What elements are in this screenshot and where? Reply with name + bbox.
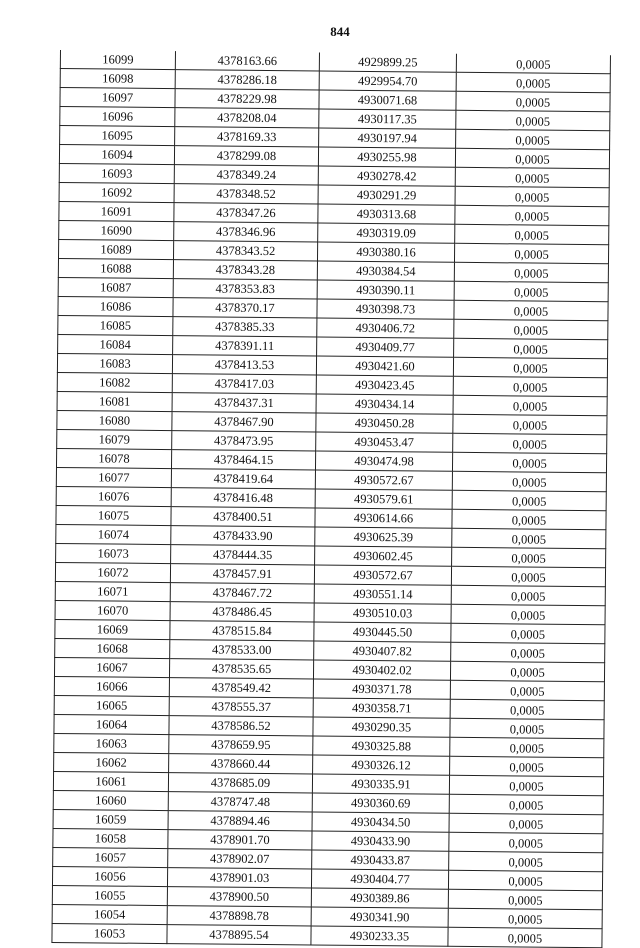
value-cell: 0,0005 (450, 737, 604, 757)
value-cell: 0,0005 (456, 72, 610, 92)
point-id-cell: 16097 (60, 88, 175, 108)
value-cell: 0,0005 (449, 775, 603, 795)
x-coordinate-cell: 4378347.26 (174, 203, 318, 223)
value-cell: 0,0005 (453, 414, 607, 434)
x-coordinate-cell: 4378413.53 (172, 355, 316, 375)
point-id-cell: 16093 (59, 163, 174, 183)
point-id-cell: 16088 (58, 258, 173, 278)
y-coordinate-cell: 4930551.14 (314, 584, 451, 604)
point-id-cell: 16078 (56, 448, 171, 468)
y-coordinate-cell: 4930197.94 (319, 128, 456, 148)
y-coordinate-cell: 4929899.25 (319, 52, 456, 72)
y-coordinate-cell: 4930474.98 (315, 451, 452, 471)
x-coordinate-cell: 4378343.52 (173, 241, 317, 261)
y-coordinate-cell: 4930407.82 (314, 641, 451, 661)
value-cell: 0,0005 (456, 91, 610, 111)
y-coordinate-cell: 4930453.47 (316, 432, 453, 452)
y-coordinate-cell: 4930341.90 (311, 907, 448, 927)
x-coordinate-cell: 4378586.52 (169, 716, 313, 736)
value-cell: 0,0005 (454, 300, 608, 320)
point-id-cell: 16058 (53, 828, 168, 848)
point-id-cell: 16080 (57, 410, 172, 430)
x-coordinate-cell: 4378901.70 (168, 830, 312, 850)
y-coordinate-cell: 4930380.16 (317, 242, 454, 262)
point-id-cell: 16061 (53, 771, 168, 791)
x-coordinate-cell: 4378902.07 (168, 849, 312, 869)
value-cell: 0,0005 (452, 528, 606, 548)
value-cell: 0,0005 (453, 433, 607, 453)
x-coordinate-cell: 4378400.51 (171, 507, 315, 527)
value-cell: 0,0005 (454, 338, 608, 358)
x-coordinate-cell: 4378444.35 (171, 545, 315, 565)
point-id-cell: 16092 (59, 182, 174, 202)
value-cell: 0,0005 (451, 642, 605, 662)
x-coordinate-cell: 4378169.33 (175, 127, 319, 147)
x-coordinate-cell: 4378419.64 (171, 469, 315, 489)
y-coordinate-cell: 4930358.71 (313, 698, 450, 718)
point-id-cell: 16068 (55, 638, 170, 658)
value-cell: 0,0005 (450, 756, 604, 776)
value-cell: 0,0005 (451, 566, 605, 586)
x-coordinate-cell: 4378208.04 (175, 108, 319, 128)
x-coordinate-cell: 4378467.72 (170, 583, 314, 603)
point-id-cell: 16065 (54, 695, 169, 715)
x-coordinate-cell: 4378533.00 (170, 640, 314, 660)
point-id-cell: 16057 (53, 847, 168, 867)
y-coordinate-cell: 4930510.03 (314, 603, 451, 623)
value-cell: 0,0005 (451, 604, 605, 624)
value-cell: 0,0005 (449, 813, 603, 833)
x-coordinate-cell: 4378555.37 (169, 697, 313, 717)
point-id-cell: 16064 (54, 714, 169, 734)
x-coordinate-cell: 4378549.42 (169, 678, 313, 698)
point-id-cell: 16099 (60, 50, 175, 70)
x-coordinate-cell: 4378900.50 (167, 887, 311, 907)
value-cell: 0,0005 (449, 851, 603, 871)
coordinates-table-body (52, 50, 611, 948)
x-coordinate-cell: 4378353.83 (173, 279, 317, 299)
value-cell: 0,0005 (450, 661, 604, 681)
y-coordinate-cell: 4930389.86 (311, 888, 448, 908)
y-coordinate-cell: 4930602.45 (315, 546, 452, 566)
point-id-cell: 16069 (55, 619, 170, 639)
x-coordinate-cell: 4378417.03 (172, 374, 316, 394)
value-cell: 0,0005 (456, 129, 610, 149)
x-coordinate-cell: 4378416.48 (171, 488, 315, 508)
point-id-cell: 16053 (52, 923, 167, 943)
value-cell: 0,0005 (452, 547, 606, 567)
point-id-cell: 16091 (59, 201, 174, 221)
x-coordinate-cell: 4378901.03 (167, 868, 311, 888)
value-cell: 0,0005 (454, 281, 608, 301)
value-cell: 0,0005 (452, 490, 606, 510)
point-id-cell: 16063 (54, 733, 169, 753)
value-cell: 0,0005 (454, 243, 608, 263)
x-coordinate-cell: 4378385.33 (173, 317, 317, 337)
x-coordinate-cell: 4378391.11 (173, 336, 317, 356)
y-coordinate-cell: 4930335.91 (312, 774, 449, 794)
point-id-cell: 16077 (56, 467, 171, 487)
value-cell: 0,0005 (448, 908, 602, 928)
x-coordinate-cell: 4378457.91 (170, 564, 314, 584)
point-id-cell: 16055 (52, 885, 167, 905)
x-coordinate-cell: 4378486.45 (170, 602, 314, 622)
x-coordinate-cell: 4378163.66 (175, 51, 319, 71)
y-coordinate-cell: 4930406.72 (317, 318, 454, 338)
value-cell: 0,0005 (449, 832, 603, 852)
value-cell: 0,0005 (455, 148, 609, 168)
y-coordinate-cell: 4930398.73 (317, 299, 454, 319)
point-id-cell: 16070 (55, 600, 170, 620)
page-number: 844 (330, 24, 350, 39)
value-cell: 0,0005 (453, 357, 607, 377)
point-id-cell: 16062 (54, 752, 169, 772)
y-coordinate-cell: 4930579.61 (315, 489, 452, 509)
y-coordinate-cell: 4930572.67 (315, 470, 452, 490)
value-cell: 0,0005 (450, 699, 604, 719)
point-id-cell: 16060 (53, 790, 168, 810)
value-cell: 0,0005 (456, 110, 610, 130)
point-id-cell: 16076 (56, 486, 171, 506)
point-id-cell: 16090 (59, 220, 174, 240)
x-coordinate-cell: 4378894.46 (168, 811, 312, 831)
value-cell: 0,0005 (451, 623, 605, 643)
x-coordinate-cell: 4378299.08 (174, 146, 318, 166)
point-id-cell: 16098 (60, 69, 175, 89)
x-coordinate-cell: 4378473.95 (172, 431, 316, 451)
point-id-cell: 16081 (57, 391, 172, 411)
x-coordinate-cell: 4378898.78 (167, 906, 311, 926)
x-coordinate-cell: 4378464.15 (171, 450, 315, 470)
y-coordinate-cell: 4930402.02 (313, 660, 450, 680)
x-coordinate-cell: 4378467.90 (172, 412, 316, 432)
point-id-cell: 16054 (52, 904, 167, 924)
y-coordinate-cell: 4930278.42 (318, 166, 455, 186)
point-id-cell: 16095 (60, 126, 175, 146)
value-cell: 0,0005 (455, 186, 609, 206)
value-cell: 0,0005 (453, 395, 607, 415)
y-coordinate-cell: 4930313.68 (318, 204, 455, 224)
x-coordinate-cell: 4378229.98 (175, 89, 319, 109)
x-coordinate-cell: 4378515.84 (170, 621, 314, 641)
y-coordinate-cell: 4930233.35 (311, 926, 448, 946)
point-id-cell: 16073 (56, 543, 171, 563)
value-cell: 0,0005 (454, 262, 608, 282)
y-coordinate-cell: 4930390.11 (317, 280, 454, 300)
y-coordinate-cell: 4930450.28 (316, 413, 453, 433)
value-cell: 0,0005 (455, 224, 609, 244)
x-coordinate-cell: 4378895.54 (167, 925, 311, 945)
y-coordinate-cell: 4930371.78 (313, 679, 450, 699)
x-coordinate-cell: 4378349.24 (174, 165, 318, 185)
x-coordinate-cell: 4378433.90 (171, 526, 315, 546)
value-cell: 0,0005 (450, 680, 604, 700)
value-cell: 0,0005 (451, 585, 605, 605)
point-id-cell: 16071 (55, 581, 170, 601)
y-coordinate-cell: 4930572.67 (314, 565, 451, 585)
x-coordinate-cell: 4378437.31 (172, 393, 316, 413)
x-coordinate-cell: 4378346.96 (174, 222, 318, 242)
y-coordinate-cell: 4930433.90 (312, 831, 449, 851)
point-id-cell: 16094 (59, 145, 174, 165)
y-coordinate-cell: 4930384.54 (317, 261, 454, 281)
x-coordinate-cell: 4378286.18 (175, 70, 319, 90)
y-coordinate-cell: 4929954.70 (319, 71, 456, 91)
point-id-cell: 16086 (58, 296, 173, 316)
point-id-cell: 16074 (56, 524, 171, 544)
x-coordinate-cell: 4378370.17 (173, 298, 317, 318)
value-cell: 0,0005 (449, 794, 603, 814)
y-coordinate-cell: 4930255.98 (318, 147, 455, 167)
value-cell: 0,0005 (448, 889, 602, 909)
value-cell: 0,0005 (453, 376, 607, 396)
point-id-cell: 16059 (53, 809, 168, 829)
point-id-cell: 16066 (54, 676, 169, 696)
x-coordinate-cell: 4378348.52 (174, 184, 318, 204)
y-coordinate-cell: 4930409.77 (317, 337, 454, 357)
point-id-cell: 16084 (58, 334, 173, 354)
y-coordinate-cell: 4930117.35 (319, 109, 456, 129)
y-coordinate-cell: 4930614.66 (315, 508, 452, 528)
y-coordinate-cell: 4930625.39 (315, 527, 452, 547)
x-coordinate-cell: 4378659.95 (169, 735, 313, 755)
point-id-cell: 16083 (57, 353, 172, 373)
y-coordinate-cell: 4930434.50 (312, 812, 449, 832)
y-coordinate-cell: 4930071.68 (319, 90, 456, 110)
x-coordinate-cell: 4378660.44 (169, 754, 313, 774)
value-cell: 0,0005 (456, 54, 610, 74)
y-coordinate-cell: 4930291.29 (318, 185, 455, 205)
y-coordinate-cell: 4930445.50 (314, 622, 451, 642)
x-coordinate-cell: 4378747.48 (168, 792, 312, 812)
y-coordinate-cell: 4930421.60 (316, 356, 453, 376)
point-id-cell: 16082 (57, 372, 172, 392)
point-id-cell: 16079 (57, 429, 172, 449)
y-coordinate-cell: 4930423.45 (316, 375, 453, 395)
y-coordinate-cell: 4930326.12 (313, 755, 450, 775)
y-coordinate-cell: 4930325.88 (313, 736, 450, 756)
point-id-cell: 16096 (60, 107, 175, 127)
value-cell: 0,0005 (452, 509, 606, 529)
point-id-cell: 16056 (52, 866, 167, 886)
value-cell: 0,0005 (450, 718, 604, 738)
value-cell: 0,0005 (448, 870, 602, 890)
point-id-cell: 16085 (58, 315, 173, 335)
y-coordinate-cell: 4930434.14 (316, 394, 453, 414)
y-coordinate-cell: 4930290.35 (313, 717, 450, 737)
point-id-cell: 16067 (54, 657, 169, 677)
value-cell: 0,0005 (455, 205, 609, 225)
point-id-cell: 16087 (58, 277, 173, 297)
value-cell: 0,0005 (452, 471, 606, 491)
x-coordinate-cell: 4378685.09 (168, 773, 312, 793)
y-coordinate-cell: 4930433.87 (312, 850, 449, 870)
point-id-cell: 16075 (56, 505, 171, 525)
point-id-cell: 16089 (58, 239, 173, 259)
point-id-cell: 16072 (55, 562, 170, 582)
value-cell: 0,0005 (452, 452, 606, 472)
y-coordinate-cell: 4930404.77 (311, 869, 448, 889)
x-coordinate-cell: 4378343.28 (173, 260, 317, 280)
value-cell: 0,0005 (455, 167, 609, 187)
x-coordinate-cell: 4378535.65 (169, 659, 313, 679)
y-coordinate-cell: 4930360.69 (312, 793, 449, 813)
coordinates-table (51, 50, 611, 948)
y-coordinate-cell: 4930319.09 (318, 223, 455, 243)
value-cell: 0,0005 (454, 319, 608, 339)
value-cell: 0,0005 (448, 927, 602, 947)
